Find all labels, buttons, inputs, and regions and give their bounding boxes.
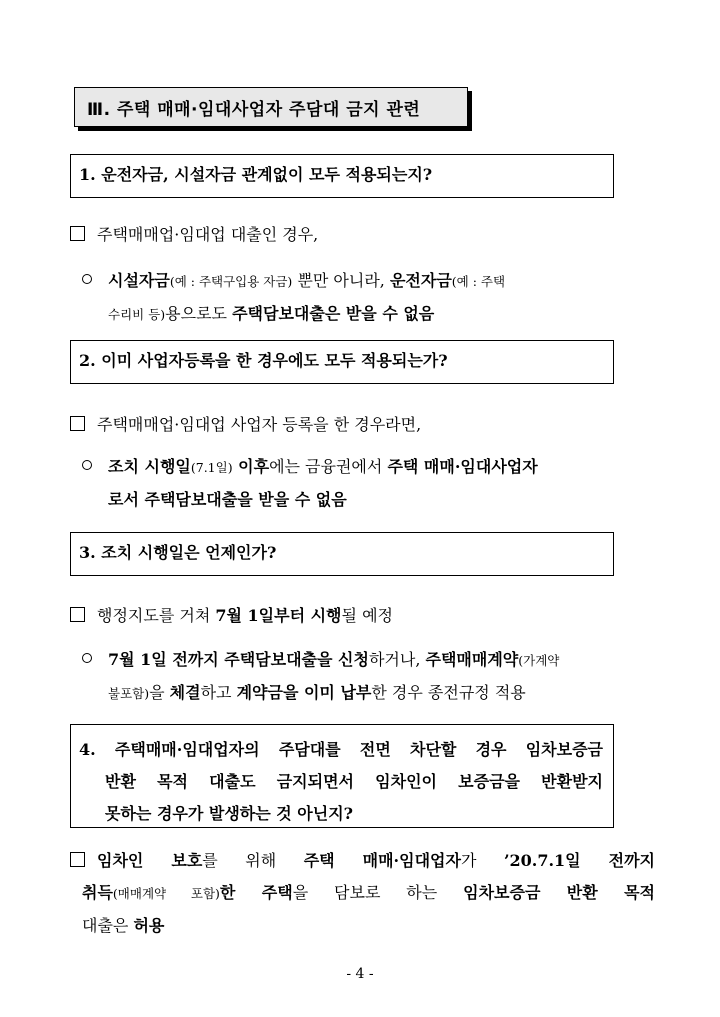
question-text: 반환 목적 대출도 금지되면서 임차인이 보증금을 반환받지	[105, 772, 603, 791]
answer-text: 를 위해	[202, 851, 304, 870]
detail-text: 체결	[169, 683, 201, 702]
detail-text: 이후	[232, 457, 270, 476]
question-box-1	[70, 154, 614, 198]
detail-text: (가계약	[518, 653, 560, 668]
answer-text: 행정지도를 거쳐	[97, 606, 216, 625]
answer-item-2	[70, 409, 655, 441]
page-number: - 4 -	[346, 966, 374, 982]
detail-text: 뿐만 아니라,	[292, 271, 390, 290]
answer-text: 취득	[82, 883, 113, 902]
answer-text: 임차인 보호	[97, 851, 203, 870]
detail-text: (7.1일)	[190, 460, 233, 475]
detail-text: 에는 금융권에서	[269, 457, 388, 476]
detail-text: 계약금을 이미 납부	[236, 683, 372, 702]
detail-text: 주택담보대출은 받을 수 없음	[232, 304, 435, 323]
detail-text: 불포함)	[108, 686, 150, 701]
answer-text: 주택매매업·임대업 대출인 경우,	[97, 225, 319, 244]
detail-item-3	[82, 644, 655, 710]
circle-bullet-icon	[82, 274, 92, 284]
detail-item-1	[82, 265, 655, 331]
circle-bullet-icon	[82, 460, 92, 470]
checkbox-square-icon	[70, 607, 85, 622]
answer-text: 을 담보로 하는	[292, 883, 464, 902]
checkbox-square-icon	[70, 852, 85, 867]
answer-text: ’20.7.1일 전까지	[503, 851, 656, 870]
answer-text: 주택 매매·임대업자	[303, 851, 461, 870]
detail-text: 7월 1일 전까지 주택담보대출을	[108, 650, 339, 669]
question-text: 못하는 경우가 발생하는 것 아닌지?	[105, 804, 354, 823]
detail-text: 용으로도	[165, 304, 233, 323]
detail-text: 하고	[200, 683, 237, 702]
answer-text: 7월 1일부터 시행	[215, 606, 342, 625]
answer-text: 주택매매업·임대업 사업자 등록을 한 경우라면,	[97, 415, 422, 434]
checkbox-square-icon	[70, 226, 85, 241]
question-box-4	[70, 724, 614, 828]
answer-item-4	[70, 845, 655, 942]
question-text: 1. 운전자금, 시설자금 관계없이 모두 적용되는지?	[79, 165, 433, 184]
question-box-2	[70, 340, 614, 384]
detail-item-2	[82, 451, 655, 516]
detail-text: 주택매매계약	[425, 650, 519, 669]
answer-text: 허용	[133, 916, 165, 935]
detail-text: 하거나,	[368, 650, 426, 669]
answer-text: 될 예정	[341, 606, 393, 625]
answer-item-1	[70, 219, 655, 251]
detail-text: (예 : 주택	[451, 274, 506, 289]
detail-text: 을	[149, 683, 170, 702]
detail-text: 주택 매매·임대사업자	[387, 457, 538, 476]
detail-text: 한 경우 종전규정 적용	[371, 683, 526, 702]
detail-text: 운전자금	[389, 271, 452, 290]
answer-item-3	[70, 600, 655, 632]
detail-text: (예 : 주택구입용 자금)	[169, 274, 293, 289]
circle-bullet-icon	[82, 653, 92, 663]
detail-text: 조치 시행일	[108, 457, 191, 476]
section-title: Ⅲ. 주택 매매·임대사업자 주담대 금지 관련	[74, 87, 468, 127]
detail-text: 수리비 등)	[108, 307, 166, 322]
question-text: 3. 조치 시행일은 언제인가?	[79, 543, 277, 562]
answer-text: 한 주택	[219, 883, 293, 902]
answer-text: 임차보증금 반환 목적	[463, 883, 655, 902]
question-box-3	[70, 532, 614, 576]
question-text: 2. 이미 사업자등록을 한 경우에도 모두 적용되는가?	[79, 351, 448, 370]
detail-text: 로서 주택담보대출을 받을 수 없음	[108, 490, 347, 509]
answer-text: 가	[460, 851, 504, 870]
answer-text: 대출은	[82, 916, 134, 935]
detail-text: 신청	[338, 650, 369, 669]
question-text: 4. 주택매매·임대업자의 주담대를 전면 차단할 경우 임차보증금	[79, 740, 603, 759]
answer-text: (매매계약 포함)	[112, 886, 220, 901]
detail-text: 시설자금	[108, 271, 170, 290]
checkbox-square-icon	[70, 416, 85, 431]
